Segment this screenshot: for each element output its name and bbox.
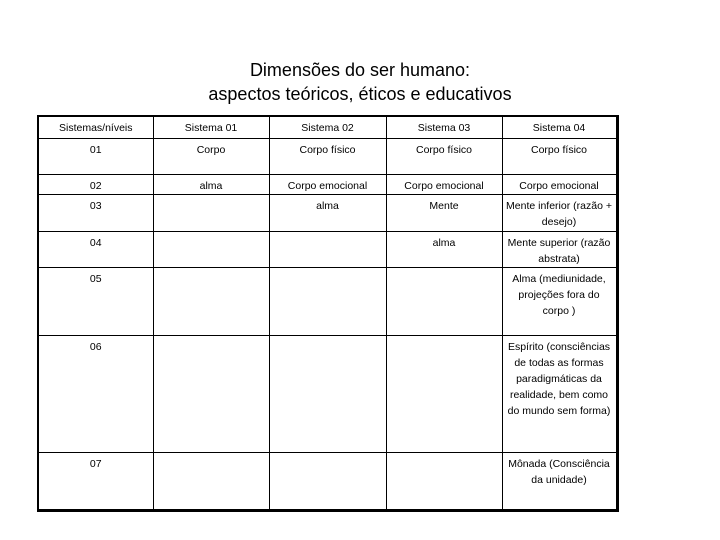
system-01-cell (153, 335, 269, 452)
table-row (38, 194, 617, 231)
system-02-cell: Corpo emocional (269, 174, 386, 194)
header-system-04: Sistema 04 (502, 116, 617, 138)
system-04-cell: Mente inferior (razão + desejo) (502, 194, 617, 231)
system-02-cell (269, 231, 386, 267)
level-cell: 06 (38, 335, 153, 452)
system-02-cell (269, 267, 386, 335)
header-system-02: Sistema 02 (269, 116, 386, 138)
system-03-cell (386, 267, 502, 335)
system-01-cell (153, 267, 269, 335)
system-01-cell: Corpo (153, 138, 269, 174)
header-row (38, 116, 617, 138)
title-line-1: Dimensões do ser humano: (249, 60, 471, 80)
system-04-cell: Alma (mediunidade, projeções fora do corpo ) (502, 267, 617, 335)
system-01-cell: alma (153, 174, 269, 194)
system-03-cell: alma (386, 231, 502, 267)
system-03-cell (386, 335, 502, 452)
system-01-cell (153, 231, 269, 267)
system-01-cell (153, 452, 269, 511)
level-cell: 02 (38, 174, 153, 194)
level-cell: 07 (38, 452, 153, 511)
table-row (38, 231, 617, 267)
system-02-cell (269, 452, 386, 511)
header-system-03: Sistema 03 (386, 116, 502, 138)
header-levels: Sistemas/níveis (38, 116, 153, 138)
system-01-cell (153, 194, 269, 231)
system-04-cell: Mente superior (razão abstrata) (502, 231, 617, 267)
system-04-cell: Corpo físico (502, 138, 617, 174)
system-02-cell: Corpo físico (269, 138, 386, 174)
level-cell: 01 (38, 138, 153, 174)
page-title (0, 58, 720, 106)
system-04-cell: Mônada (Consciência da unidade) (502, 452, 617, 511)
system-04-cell: Corpo emocional (502, 174, 617, 194)
level-cell: 04 (38, 231, 153, 267)
table-row (38, 452, 617, 511)
title-line-2: aspectos teóricos, éticos e educativos (208, 84, 512, 104)
system-03-cell: Mente (386, 194, 502, 231)
level-cell: 03 (38, 194, 153, 231)
table-row (38, 335, 617, 452)
dimensions-table (37, 115, 619, 512)
system-02-cell (269, 335, 386, 452)
table-row (38, 174, 617, 194)
header-system-01: Sistema 01 (153, 116, 269, 138)
system-03-cell (386, 452, 502, 511)
system-03-cell: Corpo físico (386, 138, 502, 174)
table-row (38, 267, 617, 335)
table-row (38, 138, 617, 174)
level-cell: 05 (38, 267, 153, 335)
system-02-cell: alma (269, 194, 386, 231)
system-04-cell: Espírito (consciências de todas as formas paradigmáticas da realidade, bem como do mundo sem forma) (502, 335, 617, 452)
system-03-cell: Corpo emocional (386, 174, 502, 194)
